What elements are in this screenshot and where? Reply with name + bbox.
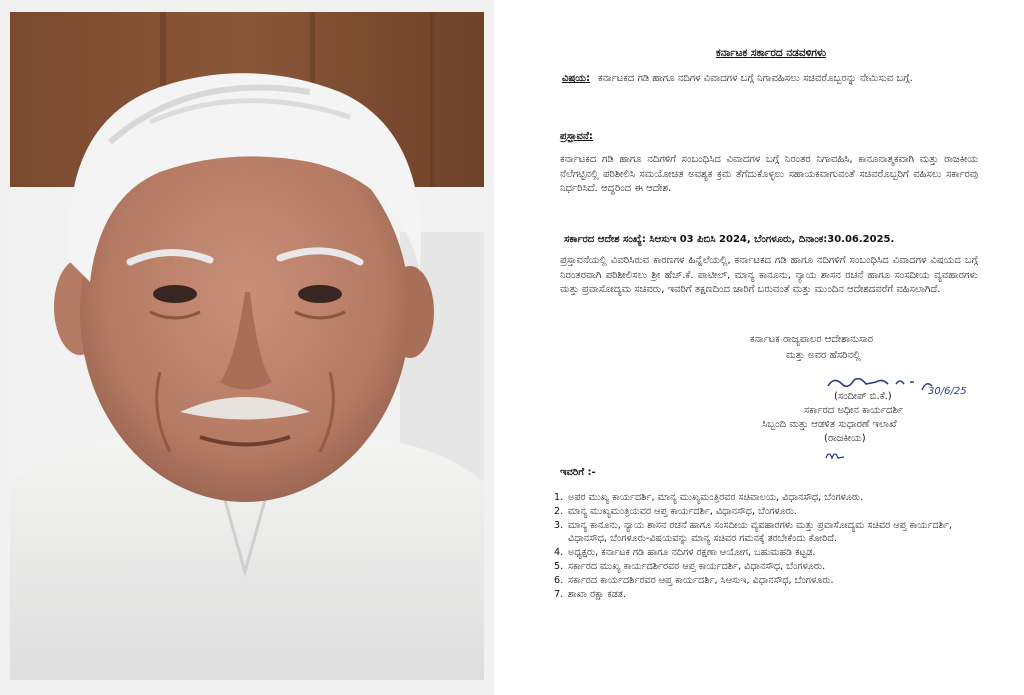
signatory-department: ಸಿಬ್ಬಂದಿ ಮತ್ತು ಆಡಳಿತ ಸುಧಾರಣೆ ಇಲಾಖೆ [762,419,897,430]
order-number-line: ಸರ್ಕಾರದ ಆದೇಶ ಸಂಖ್ಯೆ: ಸಿಆಸುಇ 03 ಪಿಬಿಸಿ 2024, ಬೆಂಗಳೂರು, ದಿನಾಂಕ:30.06.2025. [564,234,895,245]
subject-row [562,72,982,87]
list-item: 1. ಅಪರ ಮುಖ್ಯ ಕಾರ್ಯದರ್ಶಿ, ಮಾನ್ಯ ಮುಖ್ಯಮಂತ್ರಿರವರ ಸಚಿವಾಲಯ, ವಿಧಾನಸೌಧ, ಬೆಂಗಳೂರು. [554,492,864,503]
recipients-list [554,492,994,603]
order-paragraph: ಪ್ರಸ್ತಾವನೆಯಲ್ಲಿ ವಿವರಿಸಿರುವ ಕಾರಣಗಳ ಹಿನ್ನೆಲೆಯಲ್ಲಿ, ಕರ್ನಾಟಕದ ಗಡಿ ಹಾಗೂ ನದಿಗಳಿಗೆ ಸಂಬಂಧಿಸಿದ ವಿವಾದಗಳ ವಿಷಯದ ಬಗ್ಗೆ ನಿರಂತರವಾಗಿ ಪರಿಶೀಲಿಸಲು ಶ್ರೀ ಹೆಚ್.ಕೆ. ಪಾಟೀಲ್, ಮಾನ್ಯ ಕಾನೂನು, ನ್ಯಾಯ ಶಾಸನ ರಚನೆ ಹಾಗೂ ಸಂಸದೀಯ ವ್ಯವಹಾರಗಳು ಮತ್ತು ಪ್ರವಾಸೋದ್ಯಮ ಸಚಿವರು, ಇವರಿಗೆ ತಕ್ಷಣದಿಂದ ಜಾರಿಗೆ ಬರುವಂತೆ ಮತ್ತು ಮುಂದಿನ ಆದೇಶದವರೆಗೆ ವಹಿಸಲಾಗಿದೆ. [560,255,978,295]
list-item: 6. ಸರ್ಕಾರದ ಕಾರ್ಯದರ್ಶಿರವರ ಆಪ್ತ ಕಾರ್ಯದರ್ಶಿ, ಸಿಆಸುಇ, ವಿಧಾನಸೌಧ, ಬೆಂಗಳೂರು. [554,575,834,587]
signatory-name: (ಸಂದೀಪ್ ಬಿ.ಕೆ.) [834,391,892,402]
list-item: 4. ಅಧ್ಯಕ್ಷರು, ಕರ್ನಾಟಕ ಗಡಿ ಹಾಗೂ ನದಿಗಳ ರಕ್ಷಣಾ ಆಯೋಗ, ಬಹುಮಹಡಿ ಕಟ್ಟಡ. [554,546,816,558]
governor-order-line-1: ಕರ್ನಾಟಕ ರಾಜ್ಯಪಾಲರ ಆದೇಶಾನುಸಾರ [750,334,874,345]
photo-frame [0,0,494,695]
signatory-section: (ರಾಜಕೀಯ) [824,433,866,444]
government-order-document [518,0,1024,695]
list-item: 5. ಸರ್ಕಾರದ ಮುಖ್ಯ ಕಾರ್ಯದರ್ಶಿರವರ ಆಪ್ತ ಕಾರ್ಯದರ್ಶಿ, ವಿಧಾನಸೌಧ, ಬೆಂಗಳೂರು. [554,560,826,572]
subject-text: ಕರ್ನಾಟಕದ ಗಡಿ ಹಾಗೂ ನದಿಗಳ ವಿವಾದಗಳ ಬಗ್ಗೆ ನಿಗಾವಹಿಸಲು ಸಚಿವರೊಬ್ಬರನ್ನು ನೇಮಿಸುವ ಬಗ್ಗೆ. [598,73,913,84]
signatory-designation: ಸರ್ಕಾರದ ಅಧೀನ ಕಾರ್ಯದರ್ಶಿ [804,405,904,416]
document-title: ಕರ್ನಾಟಕ ಸರ್ಕಾರದ ನಡವಳಿಗಳು [715,47,827,59]
list-item: 2. ಮಾನ್ಯ ಮುಖ್ಯಮಂತ್ರಿಯವರ ಆಪ್ತ ಕಾರ್ಯದರ್ಶಿ, ವಿಧಾನಸೌಧ, ಬೆಂಗಳೂರು. [554,506,797,518]
portrait-photo [10,12,484,680]
preamble-heading: ಪ್ರಸ್ತಾವನೆ: [560,131,593,142]
governor-order-line-2: ಮತ್ತು ಅವರ ಹೆಸರಿನಲ್ಲಿ [786,350,861,361]
list-item: 3. ಮಾನ್ಯ ಕಾನೂನು, ನ್ಯಾಯ ಶಾಸನ ರಚನೆ ಹಾಗೂ ಸಂಸದೀಯ ವ್ಯವಹಾರಗಳು ಮತ್ತು ಪ್ರವಾಸೋದ್ಯಮ ಸಚಿವರ ಆಪ್ತ ಕಾರ್ಯದರ್ಶಿ, ವಿಧಾನಸೌಧ, ಬೆಂಗಳೂರು-ವಿಷಯವನ್ನು ಮಾನ್ಯ ಸಚಿವರ ಗಮನಕ್ಕೆ ತರಬೇಕೆಂದು ಕೋರಿದೆ. [554,520,953,544]
recipients-heading: ಇವರಿಗೆ :- [560,467,596,478]
preamble-paragraph: ಕರ್ನಾಟಕದ ಗಡಿ ಹಾಗೂ ನದಿಗಳಿಗೆ ಸಂಬಂಧಿಸಿದ ವಿವಾದಗಳ ಬಗ್ಗೆ ನಿರಂತರ ನಿಗಾವಹಿಸಿ, ಕಾನೂನಾತ್ಮಕವಾಗಿ ಮತ್ತು ರಾಜಕೀಯ ನೆಲೆಗಟ್ಟಿನಲ್ಲಿ ಪರಿಶೀಲಿಸಿ ಸಮಯೋಚಿತ ಅವಶ್ಯಕ ಕ್ರಮ ತೆಗೆದುಕೊಳ್ಳಲು ಸಹಾಯಕವಾಗುವಂತೆ ಸಚಿವರೊಬ್ಬರಿಗೆ ವಹಿಸಲು ಸರ್ಕಾರವು ನಿರ್ಧರಿಸಿದೆ. ಆದ್ದರಿಂದ ಈ ಆದೇಶ. [560,154,978,194]
initials-mark [824,448,846,462]
subject-label: ವಿಷಯ: [562,73,590,84]
list-item: 7. ಶಾಖಾ ರಕ್ಷಾ ಕಡತ. [554,589,626,601]
signature-date: 30/6/25 [928,386,967,397]
